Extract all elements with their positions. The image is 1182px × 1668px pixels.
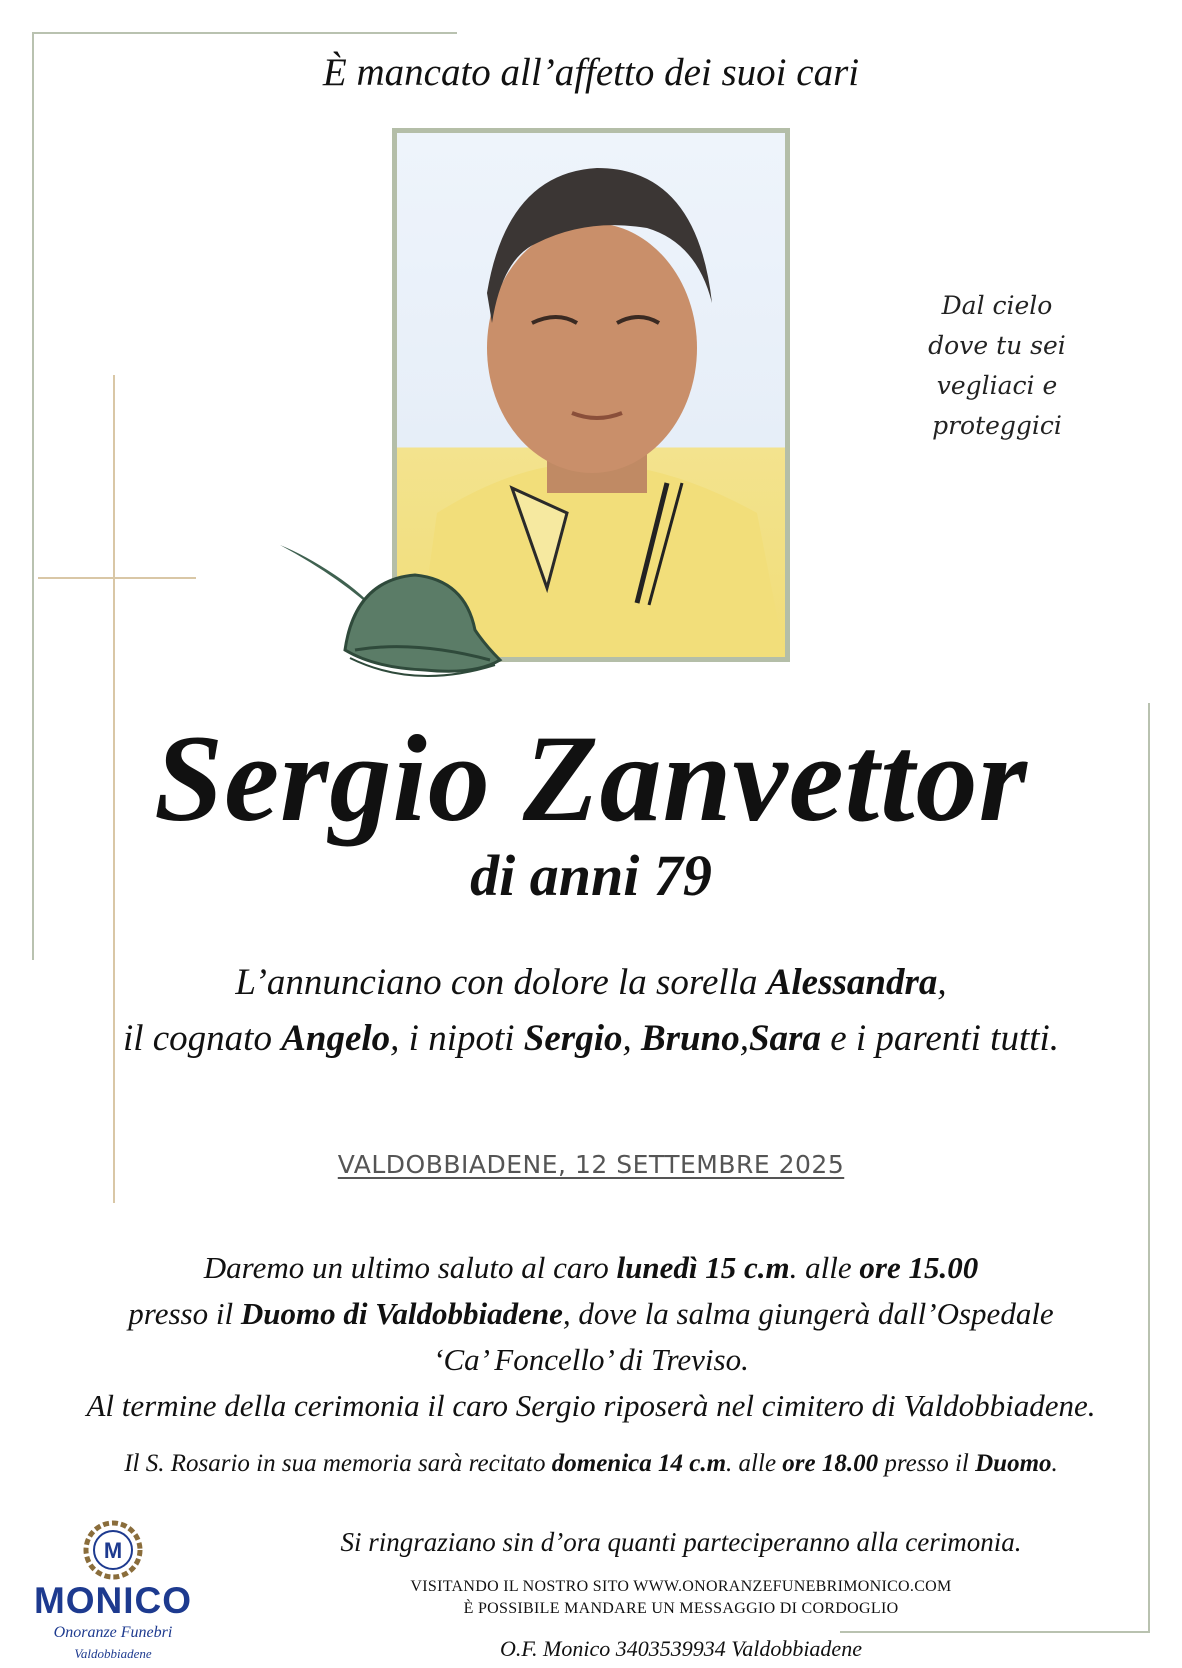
place-date: [0, 1150, 1182, 1179]
ceremony-text: presso il: [128, 1296, 241, 1331]
alpine-hat-icon: [275, 540, 505, 700]
rosary-line: [0, 1450, 1182, 1478]
announcement-text: ,: [937, 962, 947, 1003]
announcement-text: il cognato: [122, 1018, 282, 1059]
frame-top-line: [32, 32, 457, 34]
rosary-text: presso il: [878, 1450, 976, 1477]
ceremony-line-4: Al termine della cerimonia il caro Sergio riposerà nel cimitero di Valdobbiadene.: [86, 1388, 1096, 1423]
announcement-text: ,: [739, 1018, 749, 1059]
relative-name: Sergio: [523, 1018, 623, 1059]
place-date-text: VALDOBBIADENE, 12 SETTEMBRE 2025: [337, 1150, 845, 1179]
ceremony-text: Daremo un ultimo saluto al caro: [203, 1250, 617, 1285]
frame-bottom-line: [840, 1631, 1150, 1633]
ceremony-text: . alle: [789, 1250, 860, 1285]
rosary-text: .: [1051, 1450, 1058, 1477]
verse-line: vegliaci e proteggici: [932, 371, 1062, 440]
deceased-name: Sergio Zanvettor: [154, 710, 1028, 847]
verse-line: Dal cielo: [941, 291, 1053, 320]
announcement-text: ,: [622, 1018, 641, 1059]
monico-logo: [28, 1518, 198, 1668]
logo-subtitle: Onoranze Funebri: [53, 1624, 173, 1641]
verse-line: dove tu sei: [928, 331, 1066, 360]
relative-name: Sara: [748, 1018, 821, 1059]
rosary-place: Duomo: [975, 1450, 1052, 1477]
ceremony-text: , dove la salma giungerà dall’Ospedale: [562, 1296, 1054, 1331]
logo-town: Valdobbiadene: [74, 1646, 152, 1661]
announcement-line-1: [0, 955, 1182, 1011]
ceremony-line-1: [0, 1245, 1182, 1291]
rosary-text: Il S. Rosario in sua memoria sarà recitato: [124, 1450, 552, 1477]
ceremony-line-2: [0, 1291, 1182, 1337]
relative-name: Bruno: [640, 1018, 740, 1059]
announcement-text: e i parenti tutti.: [820, 1018, 1060, 1059]
ceremony-time: ore 15.00: [859, 1250, 979, 1285]
ceremony-place: Duomo di Valdobbiadene: [240, 1296, 563, 1331]
deceased-age: di anni 79: [470, 843, 712, 908]
announcement: [0, 955, 1182, 1067]
rosary-date: domenica 14 c.m: [551, 1450, 727, 1477]
verse-block: [872, 286, 1122, 446]
website-notice-line-2: È POSSIBILE MANDARE UN MESSAGGIO DI CORDOGLIO: [463, 1600, 899, 1617]
ceremony-date: lunedì 15 c.m: [616, 1250, 790, 1285]
website-notice: [180, 1576, 1182, 1620]
rosary-text: . alle: [726, 1450, 783, 1477]
contact-line: O.F. Monico 3403539934 Valdobbiadene: [500, 1636, 862, 1661]
announcement-text: L’annunciano con dolore la sorella: [235, 962, 767, 1003]
cross-horizontal: [38, 577, 196, 579]
laurel-badge-icon: [83, 1520, 143, 1580]
logo-title: MONICO: [33, 1580, 193, 1621]
relative-name: Alessandra: [766, 962, 938, 1003]
badge-letter: M: [103, 1538, 123, 1563]
announcement-text: , i nipoti: [390, 1018, 524, 1059]
announcement-line-2: [0, 1011, 1182, 1067]
ceremony-line-3: ‘Ca’ Foncello’ di Treviso.: [433, 1342, 749, 1377]
header-line: È mancato all’affetto dei suoi cari: [322, 51, 860, 94]
website-notice-line-1: VISITANDO IL NOSTRO SITO WWW.ONORANZEFUNEBRIMONICO.COM: [410, 1578, 952, 1595]
ceremony-details: [0, 1245, 1182, 1429]
rosary-time: ore 18.00: [782, 1450, 879, 1477]
relative-name: Angelo: [281, 1018, 391, 1059]
thanks-line: Si ringraziano sin d’ora quanti parteciperanno alla cerimonia.: [340, 1527, 1022, 1557]
